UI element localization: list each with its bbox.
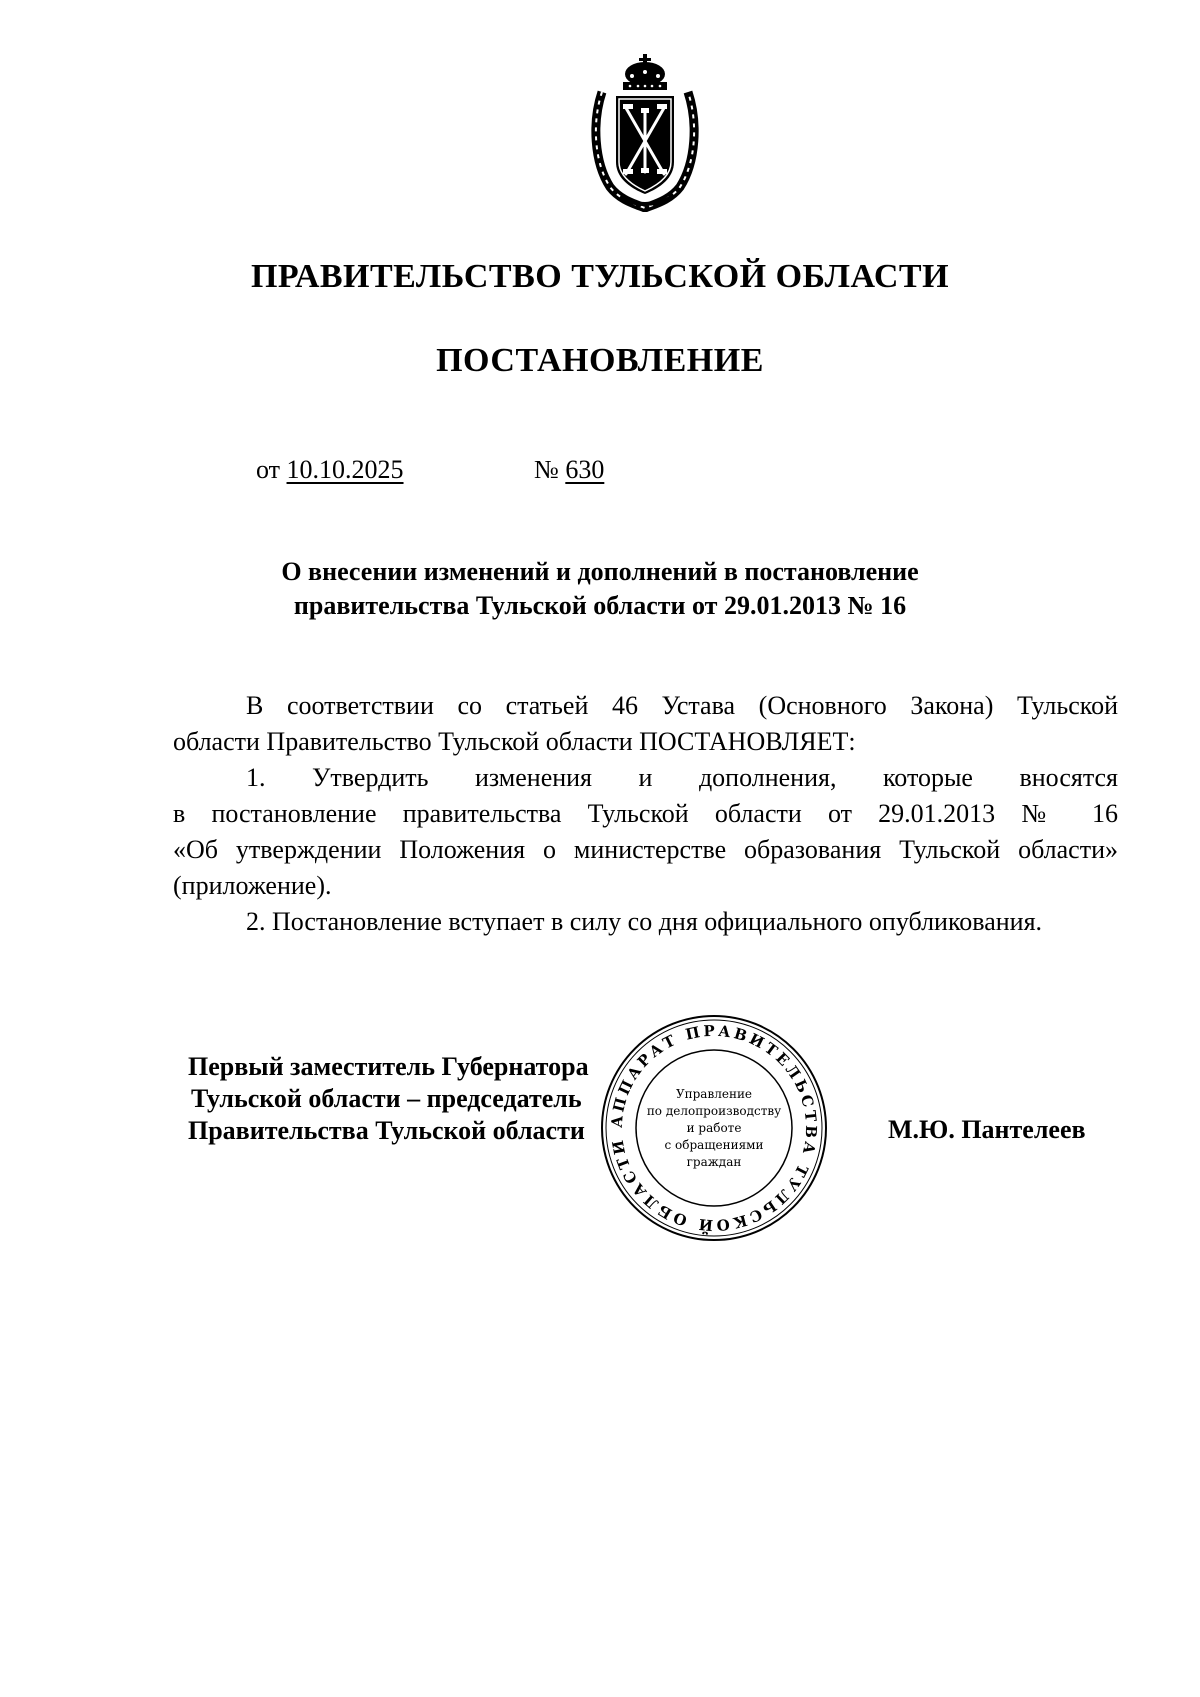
stamp-center-line: и работе xyxy=(686,1121,742,1135)
official-stamp xyxy=(598,1012,830,1244)
body-line: в постановление правительства Тульской области от 29.01.2013 № 16 xyxy=(173,799,1118,828)
body-line: 1. Утвердить изменения и дополнения, которые вносятся xyxy=(246,763,1118,792)
stamp-center-line: по делопроизводству xyxy=(646,1104,782,1118)
document-subject xyxy=(0,555,1200,623)
coat-of-arms-icon xyxy=(590,52,700,212)
number-prefix: № xyxy=(534,455,559,484)
subject-line: правительства Тульской области от 29.01.2013 № 16 xyxy=(293,591,907,620)
date-prefix: от xyxy=(256,455,281,484)
document-number xyxy=(534,455,604,485)
body-line: «Об утверждении Положения о министерстве образования Тульской области» xyxy=(173,835,1118,864)
body-line: В соответствии со статьей 46 Устава (Основного Закона) Тульской xyxy=(246,691,1118,720)
signer-position xyxy=(188,1051,589,1147)
stamp-center-line: Управление xyxy=(675,1087,753,1101)
document-type: ПОСТАНОВЛЕНИЕ xyxy=(436,342,764,379)
stamp-ring-text: АППАРАТ ПРАВИТЕЛЬСТВА ТУЛЬСКОЙ ОБЛАСТИ xyxy=(607,1021,821,1235)
stamp-center-line: граждан xyxy=(686,1155,742,1169)
document-body xyxy=(173,688,1118,940)
body-line: области Правительство Тульской области ПОСТАНОВЛЯЕТ: xyxy=(173,727,856,756)
subject-line: О внесении изменений и дополнений в постановление xyxy=(281,557,919,586)
signer-position-line: Первый заместитель Губернатора xyxy=(188,1052,589,1081)
signer-position-line: Тульской области – председатель xyxy=(191,1084,582,1113)
date-value: 10.10.2025 xyxy=(286,455,404,484)
signer-position-line: Правительства Тульской области xyxy=(188,1116,585,1145)
signer-name: М.Ю. Пантелеев xyxy=(888,1115,1086,1144)
number-value: 630 xyxy=(565,455,605,484)
body-line: 2. Постановление вступает в силу со дня официального опубликования. xyxy=(246,907,1043,936)
government-title: ПРАВИТЕЛЬСТВО ТУЛЬСКОЙ ОБЛАСТИ xyxy=(250,258,950,295)
document-date xyxy=(256,455,404,485)
body-line: (приложение). xyxy=(173,871,332,900)
stamp-center-line: с обращениями xyxy=(664,1138,764,1152)
